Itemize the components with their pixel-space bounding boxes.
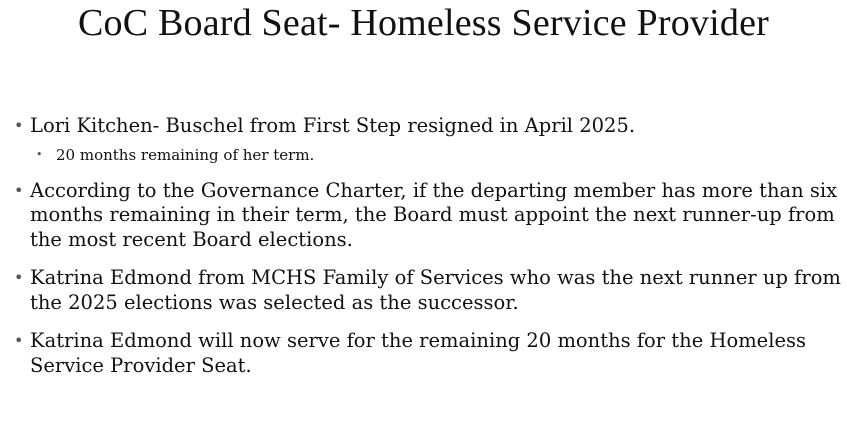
- bullet-dot-icon: •: [14, 180, 24, 200]
- bullet-list: [14, 114, 842, 392]
- sub-bullet-dot-icon: •: [36, 147, 43, 161]
- bullet-text: According to the Governance Charter, if the departing member has more than six months remaining in their term, the Board must appoint the next runner-up from the most recent Board elections.: [30, 178, 838, 251]
- bullet-dot-icon: •: [14, 116, 24, 135]
- bullet-dot-icon: •: [14, 268, 24, 287]
- bullet-dot-icon: •: [14, 331, 24, 350]
- bullet-text: Lori Kitchen- Buschel from First Step resigned in April 2025.: [30, 114, 636, 137]
- bullet-text: Katrina Edmond will now serve for the remaining 20 months for the Homeless Service Provider Seat.: [30, 329, 807, 377]
- sub-bullet-text: 20 months remaining of her term.: [56, 145, 315, 164]
- bullet-item: [14, 114, 842, 139]
- bullet-item: [14, 179, 842, 253]
- bullet-item: [14, 266, 842, 315]
- bullet-item: [14, 329, 842, 378]
- bullet-text: Katrina Edmond from MCHS Family of Services who was the next runner up from the 2025 elections was selected as the successor.: [30, 266, 841, 314]
- sub-bullet-item: [14, 145, 842, 165]
- slide-title: CoC Board Seat- Homeless Service Provider: [77, 2, 769, 44]
